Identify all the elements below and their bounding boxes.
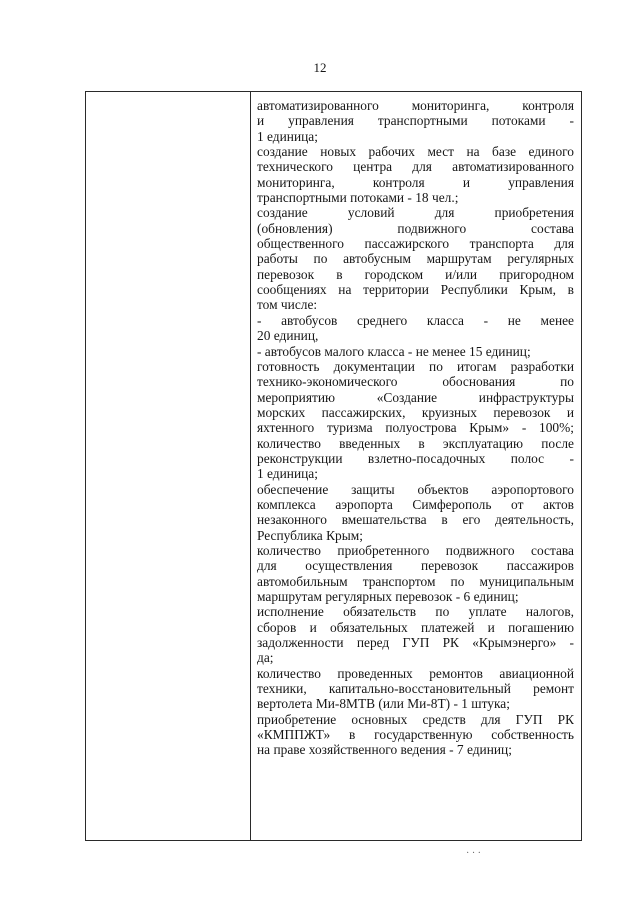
text-line: перевозок в городском и/или пригородном bbox=[257, 266, 574, 282]
text-line: техники, капитально-восстановительный ремонт bbox=[257, 681, 574, 697]
text-line: сообщениях на территории Республики Крым, в bbox=[257, 282, 574, 298]
text-line: автоматизированного мониторинга, контроля bbox=[257, 98, 574, 113]
table-cell-right bbox=[251, 92, 581, 840]
text-line: обеспечение защиты объектов аэропортового bbox=[257, 481, 574, 497]
text-line: работы по автобусным маршрутам регулярных bbox=[257, 251, 574, 267]
text-line: незаконного вмешательства в его деятельность, bbox=[257, 512, 574, 528]
text-line: 1 единица; bbox=[257, 128, 318, 144]
text-line: количество приобретенного подвижного состава bbox=[257, 542, 574, 558]
text-line: общественного пассажирского транспорта для bbox=[257, 236, 574, 252]
text-line: задолженности перед ГУП РК «Крымэнерго» - bbox=[257, 635, 574, 651]
page-number: 12 bbox=[313, 60, 327, 75]
text-line: мониторинга, контроля и управления bbox=[257, 174, 574, 190]
table-cell-left bbox=[86, 92, 251, 840]
text-line: 20 единиц, bbox=[257, 328, 319, 344]
text-line: яхтенного туризма полуострова Крым» - 100%; bbox=[257, 420, 574, 436]
text-line: мероприятию «Создание инфраструктуры bbox=[257, 389, 574, 405]
text-line: количество введенных в эксплуатацию после bbox=[257, 435, 574, 451]
text-line: создание новых рабочих мест на базе единого bbox=[257, 144, 574, 160]
text-line: для осуществления перевозок пассажиров bbox=[257, 558, 574, 574]
indicator-table bbox=[85, 91, 582, 841]
text-line: на праве хозяйственного ведения - 7 единиц; bbox=[257, 742, 512, 758]
text-line: морских пассажирских, круизных перевозок и bbox=[257, 404, 574, 420]
text-line: том числе: bbox=[257, 297, 318, 313]
text-line: вертолета Ми-8МТВ (или Ми-8Т) - 1 штука; bbox=[257, 696, 510, 712]
text-line: транспортными потоками - 18 чел.; bbox=[257, 190, 459, 206]
text-line: 1 единица; bbox=[257, 466, 318, 482]
text-line: - автобусов малого класса - не менее 15 единиц; bbox=[257, 343, 531, 359]
text-line: - автобусов среднего класса - не менее bbox=[257, 312, 574, 328]
text-line: исполнение обязательств по уплате налогов, bbox=[257, 604, 574, 620]
scan-dots: · · · bbox=[466, 848, 481, 859]
text-line: маршрутам регулярных перевозок - 6 единиц; bbox=[257, 589, 519, 604]
text-line: автомобильным транспортом по муниципальным bbox=[257, 573, 574, 589]
text-line: создание условий для приобретения bbox=[257, 205, 574, 221]
text-line: (обновления) подвижного состава bbox=[257, 220, 574, 236]
text-line: да; bbox=[257, 650, 274, 666]
text-line: технического центра для автоматизированного bbox=[257, 159, 574, 175]
text-line: реконструкции взлетно-посадочных полос - bbox=[257, 450, 574, 466]
text-line: «КМППЖТ» в государственную собственность bbox=[257, 727, 574, 743]
text-line: и управления транспортными потоками - bbox=[257, 113, 574, 129]
text-line: готовность документации по итогам разработки bbox=[257, 358, 574, 374]
text-line: технико-экономического обоснования по bbox=[257, 374, 574, 390]
text-line: сборов и обязательных платежей и погашению bbox=[257, 619, 574, 635]
text-line: комплекса аэропорта Симферополь от актов bbox=[257, 496, 574, 512]
text-line: Республика Крым; bbox=[257, 527, 363, 543]
text-line: количество проведенных ремонтов авиационной bbox=[257, 665, 574, 681]
text-line: приобретение основных средств для ГУП РК bbox=[257, 711, 574, 727]
